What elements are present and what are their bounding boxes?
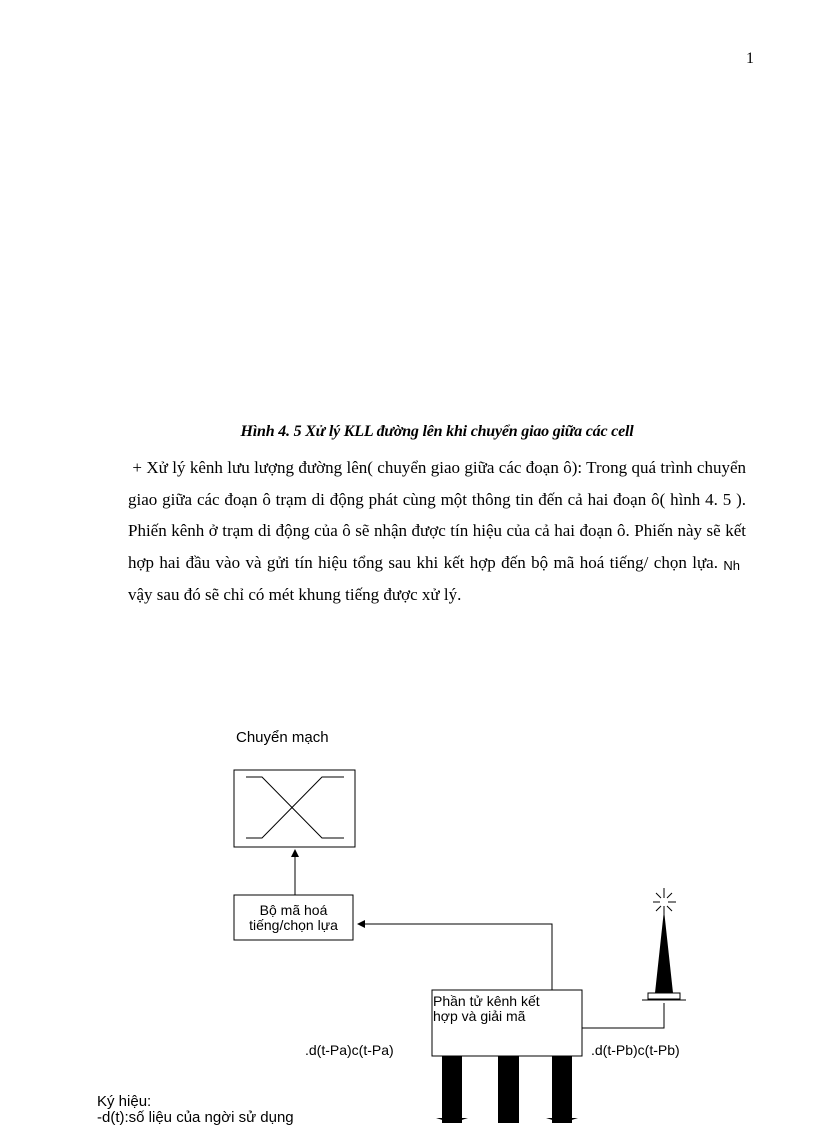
paragraph-text-end: vậy sau đó sẽ chỉ có mét khung tiếng được xử lý.	[128, 585, 462, 604]
legend-title: Ký hiệu:	[97, 1093, 152, 1110]
legend	[97, 1094, 294, 1126]
right-signal-label: .d(t-Pb)c(t-Pb)	[591, 1042, 680, 1058]
switch-label: Chuyển mạch	[236, 729, 329, 746]
switch-cross-line-b	[246, 777, 344, 838]
paragraph-nh: Nh	[723, 557, 740, 573]
page-number: 1	[746, 50, 754, 67]
vocoder-label-line1: Bộ mã hoá	[259, 902, 328, 918]
channel-bar-right	[552, 1056, 572, 1123]
combiner-label-line1: Phần tử kênh kết	[433, 993, 540, 1009]
figure-caption: Hình 4. 5 Xử lý KLL đường lên khi chuyển giao giữa các cell	[240, 423, 634, 440]
legend-line1: -d(t):số liệu của ngời sử dụng	[97, 1109, 294, 1126]
antenna-link-line	[582, 1003, 664, 1028]
channel-bar-right-arrow	[546, 1118, 578, 1123]
channel-bar-middle	[498, 1056, 519, 1123]
vocoder-label	[234, 903, 353, 933]
arrow-combiner-to-vocoder	[358, 924, 552, 990]
paragraph-text: + Xử lý kênh lưu lượng đường lên( chuyển giao giữa các đoạn ô): Trong quá trình chuyển giao giữa các đoạn ô trạm di động phát cùng một thông tin đến cả hai đoạn ô( hình 4. 5 ). Phiến kênh ở trạm di động của ô sẽ nhận được tín hiệu của cả hai đoạn ô. Phiến này sẽ kết hợp hai đầu vào và gửi tín hiệu tổng sau khi kết hợp đến bộ mã hoá tiếng/ chọn lựa.	[128, 458, 747, 572]
switch-box	[234, 770, 355, 847]
antenna-tower-icon	[642, 888, 686, 1000]
combiner-label	[433, 994, 581, 1024]
channel-bar-left	[442, 1056, 462, 1123]
channel-bar-left-arrow	[436, 1118, 468, 1123]
switch-cross-line-a	[246, 777, 344, 838]
combiner-label-line2: hợp và giải mã	[433, 1008, 526, 1024]
left-signal-label: .d(t-Pa)c(t-Pa)	[305, 1042, 394, 1058]
body-paragraph	[128, 452, 746, 611]
vocoder-label-line2: tiếng/chọn lựa	[249, 917, 338, 933]
